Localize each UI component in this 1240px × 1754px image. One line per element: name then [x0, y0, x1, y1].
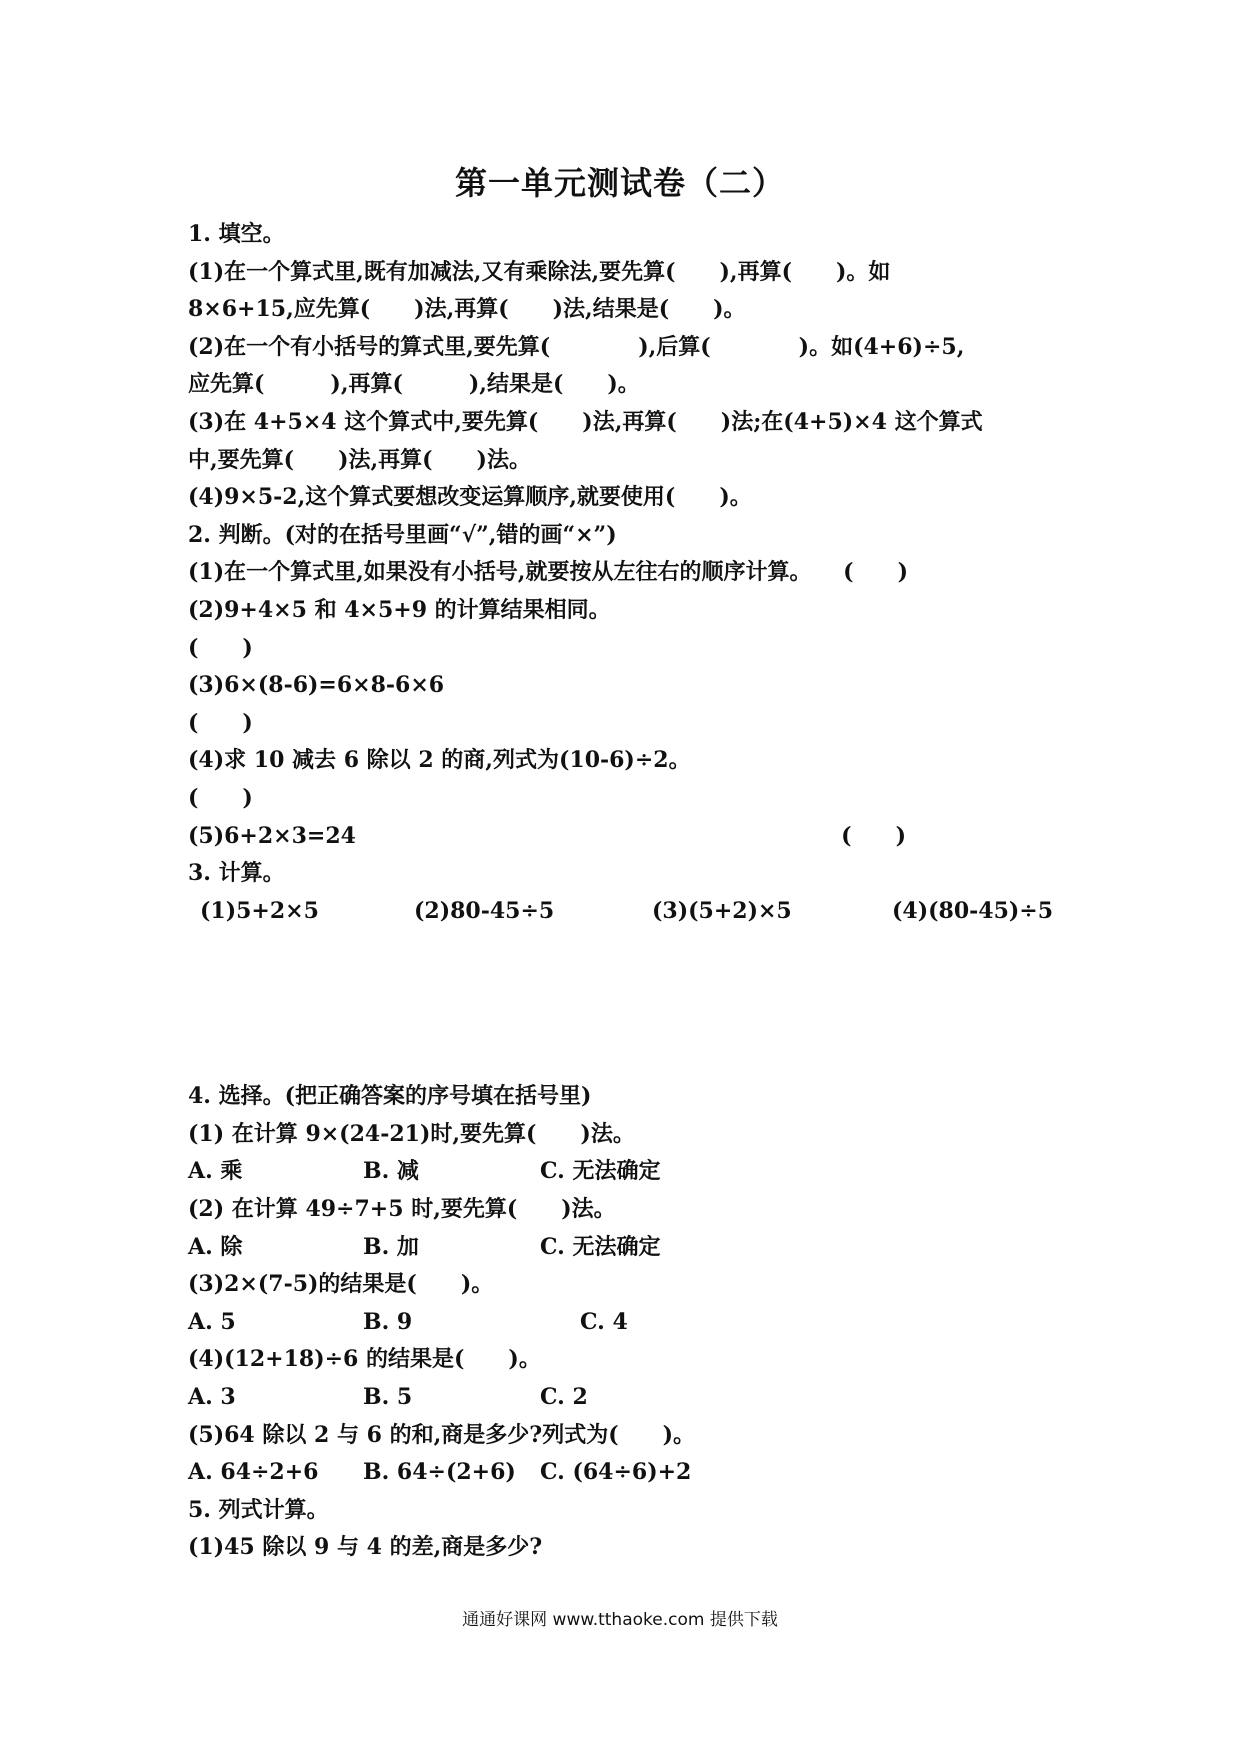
option[interactable]: A. 乘	[188, 1158, 243, 1185]
choice-question: (5)64 除以 2 与 6 的和,商是多少?列式为( )。	[188, 1421, 696, 1448]
option[interactable]: C. (64÷6)+2	[540, 1459, 692, 1486]
answer-blank[interactable]: ( )	[188, 784, 253, 811]
choice-options	[188, 1454, 1068, 1492]
option[interactable]: B. 64÷(2+6)	[363, 1459, 516, 1486]
option[interactable]: A. 5	[188, 1308, 236, 1335]
word-problem: (1)45 除以 9 与 4 的差,商是多少?	[188, 1534, 543, 1561]
q1-line: (1)在一个算式里,既有加减法,又有乘除法,要先算( ),再算( )。如	[188, 258, 891, 285]
q1-line: (2)在一个有小括号的算式里,要先算( ),后算( )。如(4+6)÷5,	[188, 333, 965, 360]
option[interactable]: A. 除	[188, 1233, 243, 1260]
choice-options	[188, 1379, 1068, 1417]
calc-item: (2)80-45÷5	[414, 897, 555, 924]
answer-blank[interactable]: ( )	[841, 822, 906, 849]
q1-line: 应先算( ),再算( ),结果是( )。	[188, 371, 640, 398]
judge-text: (3)6×(8-6)=6×8-6×6	[188, 672, 445, 699]
choice-question: (3)2×(7-5)的结果是( )。	[188, 1271, 494, 1298]
calc-row	[188, 893, 1068, 931]
judge-item	[188, 554, 1068, 592]
q3-heading: 3. 计算。	[188, 860, 285, 887]
q1-line: (4)9×5-2,这个算式要想改变运算顺序,就要使用( )。	[188, 484, 752, 511]
option[interactable]: B. 加	[363, 1233, 419, 1260]
choice-options	[188, 1229, 1068, 1267]
option[interactable]: C. 2	[540, 1384, 588, 1411]
footer-source: 通通好课网 www.tthaoke.com 提供下载	[462, 1610, 778, 1630]
option[interactable]: A. 3	[188, 1384, 236, 1411]
q1-line: 中,要先算( )法,再算( )法。	[188, 446, 531, 473]
exam-content	[188, 216, 1068, 1567]
option[interactable]: C. 无法确定	[540, 1158, 661, 1185]
answer-blank[interactable]: ( )	[188, 634, 253, 661]
option[interactable]: C. 无法确定	[540, 1233, 661, 1260]
q5-heading: 5. 列式计算。	[188, 1496, 329, 1523]
q1-line: (3)在 4+5×4 这个算式中,要先算( )法,再算( )法;在(4+5)×4 这个算式	[188, 408, 983, 435]
judge-item	[188, 818, 1068, 856]
judge-text: (4)求 10 减去 6 除以 2 的商,列式为(10-6)÷2。	[188, 747, 691, 774]
answer-blank[interactable]: ( )	[843, 559, 908, 586]
choice-options	[188, 1153, 1068, 1191]
choice-question: (2) 在计算 49÷7+5 时,要先算( )法。	[188, 1196, 616, 1223]
choice-options	[188, 1304, 1068, 1342]
choice-question: (1) 在计算 9×(24-21)时,要先算( )法。	[188, 1120, 635, 1147]
option[interactable]: B. 5	[363, 1384, 413, 1411]
option[interactable]: B. 9	[363, 1308, 413, 1335]
judge-text: (1)在一个算式里,如果没有小括号,就要按从左往右的顺序计算。	[188, 559, 812, 586]
calc-item: (1)5+2×5	[200, 897, 319, 924]
q1-heading: 1. 填空。	[188, 221, 285, 247]
q2-heading: 2. 判断。(对的在括号里画“√”,错的画“×”)	[188, 521, 617, 548]
page-title: 第一单元测试卷（二）	[454, 164, 785, 202]
option[interactable]: A. 64÷2+6	[188, 1459, 319, 1486]
choice-question: (4)(12+18)÷6 的结果是( )。	[188, 1346, 541, 1373]
calc-item: (4)(80-45)÷5	[892, 897, 1054, 924]
option[interactable]: C. 4	[580, 1308, 628, 1335]
calc-item: (3)(5+2)×5	[652, 897, 792, 924]
q4-heading: 4. 选择。(把正确答案的序号填在括号里)	[188, 1083, 592, 1110]
judge-text: (2)9+4×5 和 4×5+9 的计算结果相同。	[188, 596, 611, 623]
q1-line: 8×6+15,应先算( )法,再算( )法,结果是( )。	[188, 296, 746, 323]
work-space	[188, 930, 1068, 1078]
judge-text: (5)6+2×3=24	[188, 822, 356, 849]
answer-blank[interactable]: ( )	[188, 709, 253, 736]
option[interactable]: B. 减	[363, 1158, 419, 1185]
